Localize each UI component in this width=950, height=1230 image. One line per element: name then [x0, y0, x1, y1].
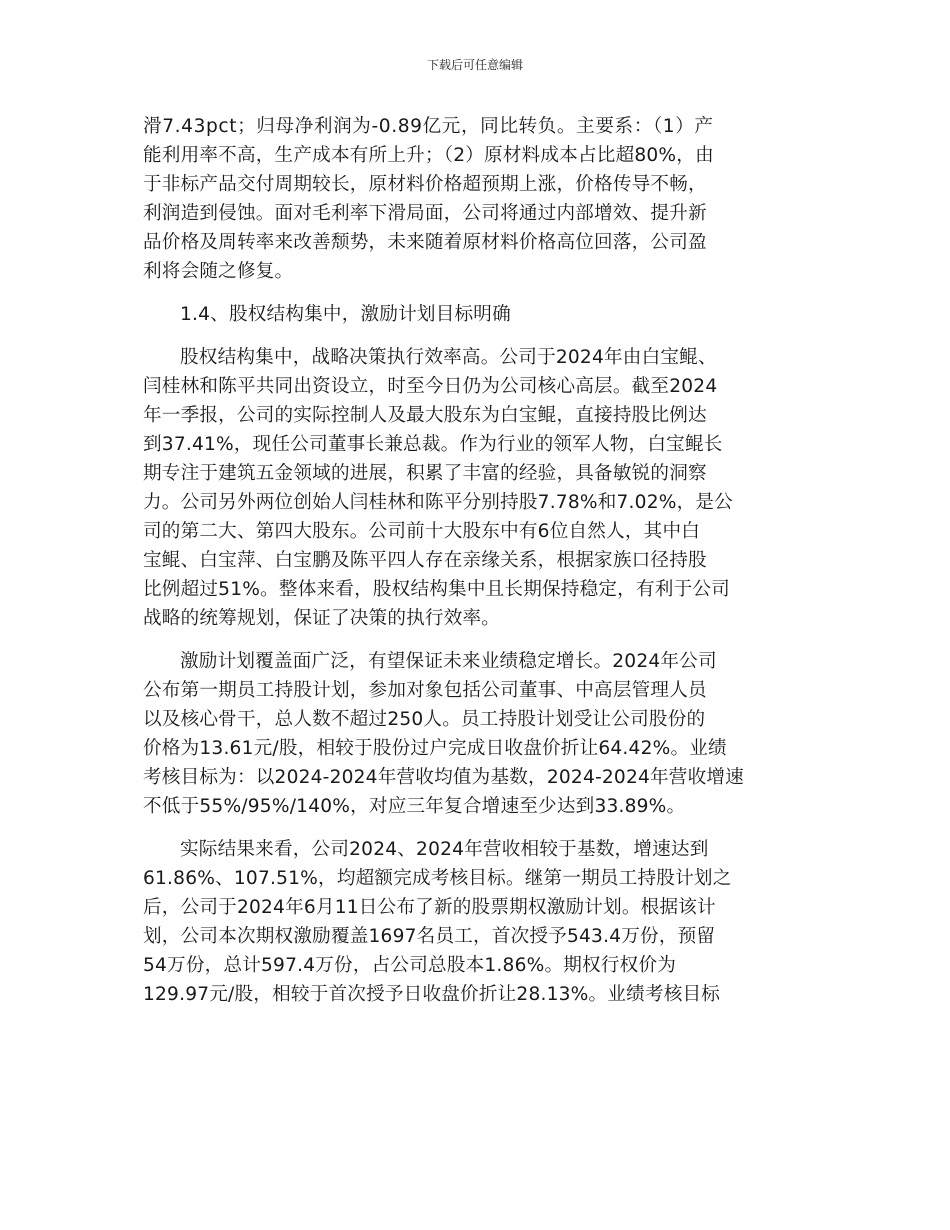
text-line: 公布第一期员工持股计划，参加对象包括公司董事、中高层管理人员 — [143, 680, 707, 701]
text-line: 考核目标为：以2024-2024年营收均值为基数，2024-2024年营收增速 — [143, 767, 744, 788]
text-line: 力。公司另外两位创始人闫桂林和陈平分别持股7.78%和7.02%，是公 — [143, 492, 733, 513]
text-line: 能利用率不高，生产成本有所上升；（2）原材料成本占比超80%，由 — [143, 145, 714, 166]
text-line: 利将会随之修复。 — [143, 261, 294, 282]
text-line: 闫桂林和陈平共同出资设立，时至今日仍为公司核心高层。截至2024 — [143, 376, 718, 397]
text-line: 划，公司本次期权激励覆盖1697名员工，首次授予543.4万份，预留 — [143, 926, 716, 947]
text-line: 到37.41%，现任公司董事长兼总裁。作为行业的领军人物，白宝鲲长 — [143, 434, 723, 455]
text-line: 54万份，总计597.4万份，占公司总股本1.86%。期权行权价为 — [143, 955, 677, 976]
page-header: 下载后可任意编辑 — [426, 58, 523, 72]
text-line: 司的第二大、第四大股东。公司前十大股东中有6位自然人，其中白 — [143, 521, 701, 542]
text-line: 比例超过51%。整体来看，股权结构集中且长期保持稳定，有利于公司 — [143, 579, 730, 600]
paragraph — [143, 112, 811, 286]
text-line: 激励计划覆盖面广泛，有望保证未来业绩稳定增长。2024年公司 — [180, 651, 717, 672]
document-body — [143, 112, 811, 1009]
text-line: 品价格及周转率来改善颓势，未来随着原材料价格高位回落，公司盈 — [143, 232, 707, 253]
text-line: 战略的统筹规划，保证了决策的执行效率。 — [143, 608, 501, 629]
text-line: 129.97元/股，相较于首次授予日收盘价折让28.13%。业绩考核目标 — [143, 984, 721, 1005]
text-line: 利润造到侵蚀。面对毛利率下滑局面，公司将通过内部增效、提升新 — [143, 203, 707, 224]
paragraph — [143, 343, 811, 633]
text-line: 实际结果来看，公司2024、2024年营收相较于基数，增速达到 — [180, 839, 709, 860]
text-line: 年一季报，公司的实际控制人及最大股东为白宝鲲，直接持股比例达 — [143, 405, 707, 426]
text-line: 期专注于建筑五金领域的进展，积累了丰富的经验，具备敏锐的洞察 — [143, 463, 707, 484]
paragraph — [143, 647, 811, 821]
heading-line: 1.4、股权结构集中，激励计划目标明确 — [180, 304, 511, 325]
paragraph — [143, 835, 811, 1009]
text-line: 宝鲲、白宝萍、白宝鹏及陈平四人存在亲缘关系，根据家族口径持股 — [143, 550, 707, 571]
text-line: 股权结构集中，战略决策执行效率高。公司于2024年由白宝鲲、 — [180, 347, 717, 368]
text-line: 以及核心骨干，总人数不超过250人。员工持股计划受让公司股份的 — [143, 709, 706, 730]
text-line: 后，公司于2024年6月11日公布了新的股票期权激励计划。根据该计 — [143, 897, 716, 918]
text-line: 61.86%、107.51%，均超额完成考核目标。继第一期员工持股计划之 — [143, 868, 732, 889]
section-heading — [143, 300, 811, 329]
text-line: 价格为13.61元/股，相较于股份过户完成日收盘价折让64.42%。业绩 — [143, 738, 727, 759]
text-line: 滑7.43pct；归母净利润为-0.89亿元，同比转负。主要系：（1）产 — [143, 116, 714, 137]
text-line: 于非标产品交付周期较长，原材料价格超预期上涨，价格传导不畅， — [143, 174, 707, 195]
text-line: 不低于55%/95%/140%，对应三年复合增速至少达到33.89%。 — [143, 796, 686, 817]
